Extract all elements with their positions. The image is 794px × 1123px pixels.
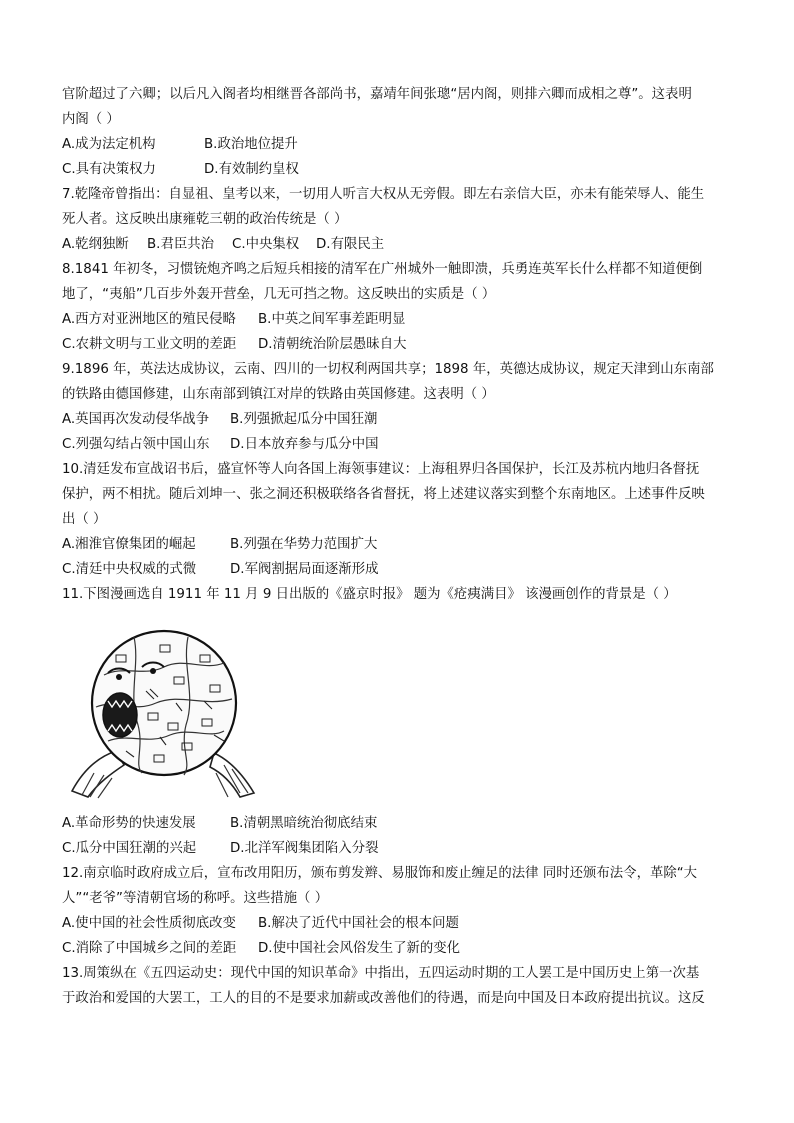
option-d[interactable]: D.军阀割据局面逐渐形成 (230, 562, 379, 577)
cartoon-illustration (64, 615, 264, 805)
cartoon-globe-face-image (64, 615, 264, 805)
question-8 (62, 257, 736, 357)
option-a[interactable]: A.西方对亚洲地区的殖民侵略 (62, 312, 236, 327)
option-row (62, 232, 736, 257)
option-row (62, 557, 736, 582)
question-10 (62, 457, 736, 582)
option-c[interactable]: C.农耕文明与工业文明的差距 (62, 337, 237, 352)
option-b[interactable]: B.政治地位提升 (204, 137, 298, 152)
option-row (62, 811, 736, 836)
option-d[interactable]: D.北洋军阀集团陷入分裂 (230, 841, 379, 856)
question-11 (62, 582, 736, 861)
option-c[interactable]: C.列强勾结占领中国山东 (62, 437, 210, 452)
option-d[interactable]: D.日本放弃参与瓜分中国 (230, 437, 379, 452)
option-a[interactable]: A.使中国的社会性质彻底改变 (62, 916, 236, 931)
option-a[interactable]: A.成为法定机构 (62, 137, 156, 152)
question-text-line: 官阶超过了六卿；以后凡入阁者均相继晋各部尚书，嘉靖年间张璁“居内阁，则排六卿而成相之尊”。这表明 (62, 87, 692, 102)
option-b[interactable]: B.解决了近代中国社会的根本问题 (258, 916, 459, 931)
question-text-line: 内阁（ ） (62, 112, 120, 127)
question-text-line: 于政治和爱国的大罢工，工人的目的不是要求加薪或改善他们的待遇，而是向中国及日本政府提出抗议。这反 (62, 991, 705, 1006)
option-c[interactable]: C.具有决策权力 (62, 162, 156, 177)
question-text-line: 9.1896 年，英法达成协议，云南、四川的一切权利两国共享；1898 年，英德达成协议，规定天津到山东南部 (62, 362, 714, 377)
question-13 (62, 961, 736, 1011)
option-c[interactable]: C.清廷中央权威的式微 (62, 562, 197, 577)
question-text-line: 死人者。这反映出康雍乾三朝的政治传统是（ ） (62, 212, 348, 227)
option-row (62, 132, 736, 157)
question-text-line: 8.1841 年初冬，习惯铳炮齐鸣之后短兵相接的清军在广州城外一触即溃，兵勇连英军长什么样都不知道便倒 (62, 262, 703, 277)
option-a[interactable]: A.乾纲独断 (62, 237, 129, 252)
question-6-continued (62, 82, 736, 182)
option-row (62, 911, 736, 936)
question-text-line: 地了，“夷船”几百步外轰开营垒，几无可挡之物。这反映出的实质是（ ） (62, 287, 496, 302)
question-text-line: 12.南京临时政府成立后，宣布改用阳历，颁布剪发辫、易服饰和废止缠足的法律 同时还颁布法令，革除“大 (62, 866, 698, 881)
question-text-line: 的铁路由德国修建，山东南部到镇江对岸的铁路由英国修建。这表明（ ） (62, 387, 495, 402)
option-c[interactable]: C.中央集权 (232, 237, 300, 252)
option-row (62, 532, 736, 557)
option-c[interactable]: C.消除了中国城乡之间的差距 (62, 941, 237, 956)
question-text-line: 11.下图漫画选自 1911 年 11 月 9 日出版的《盛京时报》 题为《疮痍满目》 该漫画创作的背景是（ ） (62, 587, 677, 602)
question-12 (62, 861, 736, 961)
option-row (62, 332, 736, 357)
option-row (62, 407, 736, 432)
question-text-line: 7.乾隆帝曾指出：自显祖、皇考以来，一切用人听言大权从无旁假。即左右亲信大臣，亦未有能荣辱人、能生 (62, 187, 705, 202)
option-b[interactable]: B.列强掀起瓜分中国狂潮 (230, 412, 378, 427)
question-text-line: 10.清廷发布宣战诏书后，盛宣怀等人向各国上海领事建议：上海租界归各国保护，长江及苏杭内地归各督抚 (62, 462, 700, 477)
question-text-line: 13.周策纵在《五四运动史：现代中国的知识革命》中指出，五四运动时期的工人罢工是中国历史上第一次基 (62, 966, 700, 981)
option-c[interactable]: C.瓜分中国狂潮的兴起 (62, 841, 197, 856)
option-d[interactable]: D.有限民主 (316, 237, 385, 252)
option-b[interactable]: B.君臣共治 (147, 237, 215, 252)
option-a[interactable]: A.湘淮官僚集团的崛起 (62, 537, 196, 552)
option-d[interactable]: D.有效制约皇权 (204, 162, 299, 177)
option-b[interactable]: B.清朝黑暗统治彻底结束 (230, 816, 378, 831)
option-a[interactable]: A.英国再次发动侵华战争 (62, 412, 210, 427)
option-d[interactable]: D.清朝统治阶层愚昧自大 (258, 337, 407, 352)
option-b[interactable]: B.中英之间军事差距明显 (258, 312, 406, 327)
option-b[interactable]: B.列强在华势力范围扩大 (230, 537, 378, 552)
question-9 (62, 357, 736, 457)
option-row (62, 157, 736, 182)
question-text-line: 保护，两不相扰。随后刘坤一、张之洞还积极联络各省督抚，将上述建议落实到整个东南地区。上述事件反映 (62, 487, 705, 502)
option-a[interactable]: A.革命形势的快速发展 (62, 816, 196, 831)
option-row (62, 307, 736, 332)
option-row (62, 836, 736, 861)
question-7 (62, 182, 736, 257)
option-row (62, 936, 736, 961)
question-text-line: 出（ ） (62, 512, 107, 527)
option-d[interactable]: D.使中国社会风俗发生了新的变化 (258, 941, 461, 956)
question-text-line: 人”“老爷”等清朝官场的称呼。这些措施（ ） (62, 891, 329, 906)
option-row (62, 432, 736, 457)
